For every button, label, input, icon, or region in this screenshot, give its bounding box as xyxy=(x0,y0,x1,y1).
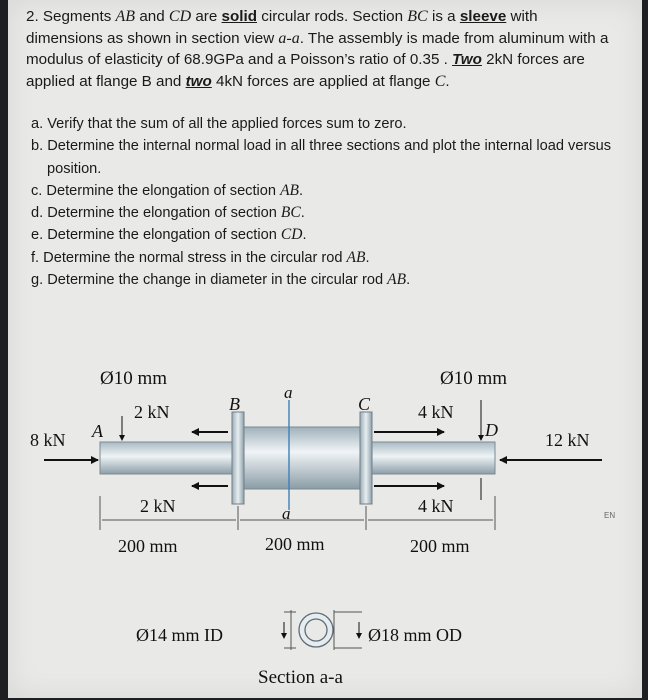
emphasis-two: Two xyxy=(452,51,482,68)
rod-ab xyxy=(100,442,235,474)
label-12kn: 12 kN xyxy=(545,430,590,450)
label-point-c: C xyxy=(358,394,371,414)
problem-number: 2. xyxy=(26,8,39,25)
sleeve-inner-circle xyxy=(305,619,327,641)
problem-statement: 2. Segments AB and CD are solid circular rods. Section BC is a sleeve with dimensions as shown in section view a-a. The assembly is made from aluminum with a modulus of elasticity of 68.9GPa and a Poisson’s ratio of 0.35 . Two 2kN forces are applied at flange B and two 4kN forces are applied at flange C. xyxy=(26,8,609,90)
emphasis-solid: solid xyxy=(221,8,257,25)
flange-c xyxy=(360,412,372,504)
question-b: b. Determine the internal normal load in all three sections and plot the internal load versus position. xyxy=(31,138,612,177)
question-a: a. Verify that the sum of all the applied forces sum to zero. xyxy=(31,116,407,132)
label-2kn-top: 2 kN xyxy=(134,402,170,422)
flange-b xyxy=(232,412,244,504)
corner-mark: EN xyxy=(604,511,616,520)
label-dia-right: Ø10 mm xyxy=(440,368,508,389)
label-od: Ø18 mm OD xyxy=(368,625,462,645)
label-8kn: 8 kN xyxy=(30,430,66,450)
question-e: e. Determine the elongation of section CD. xyxy=(31,226,307,244)
label-2kn-bottom: 2 kN xyxy=(140,496,176,516)
sleeve-bc xyxy=(242,427,362,489)
label-point-d: D xyxy=(485,420,498,440)
label-point-a: A xyxy=(92,421,103,441)
question-f: f. Determine the normal stress in the circular rod AB. xyxy=(31,248,370,266)
section-title: Section a-a xyxy=(258,667,343,688)
rod-cd xyxy=(370,442,495,474)
emphasis-sleeve: sleeve xyxy=(459,8,507,25)
label-len-ab: 200 mm xyxy=(118,536,178,556)
label-dia-left: Ø10 mm xyxy=(100,368,168,389)
label-section-bottom: a xyxy=(282,504,291,523)
question-c: c. Determine the elongation of section AB. xyxy=(31,181,304,199)
label-id: Ø14 mm ID xyxy=(136,625,223,645)
emphasis-two-lower: two xyxy=(185,72,212,90)
label-len-bc: 200 mm xyxy=(265,534,325,554)
label-point-b: B xyxy=(229,394,240,414)
label-len-cd: 200 mm xyxy=(410,536,470,556)
question-g: g. Determine the change in diameter in the circular rod AB. xyxy=(31,271,411,289)
label-4kn-bottom: 4 kN xyxy=(418,496,454,516)
label-section-top: a xyxy=(284,383,293,402)
label-4kn-top: 4 kN xyxy=(418,402,454,422)
question-d: d. Determine the elongation of section BC. xyxy=(31,204,305,222)
